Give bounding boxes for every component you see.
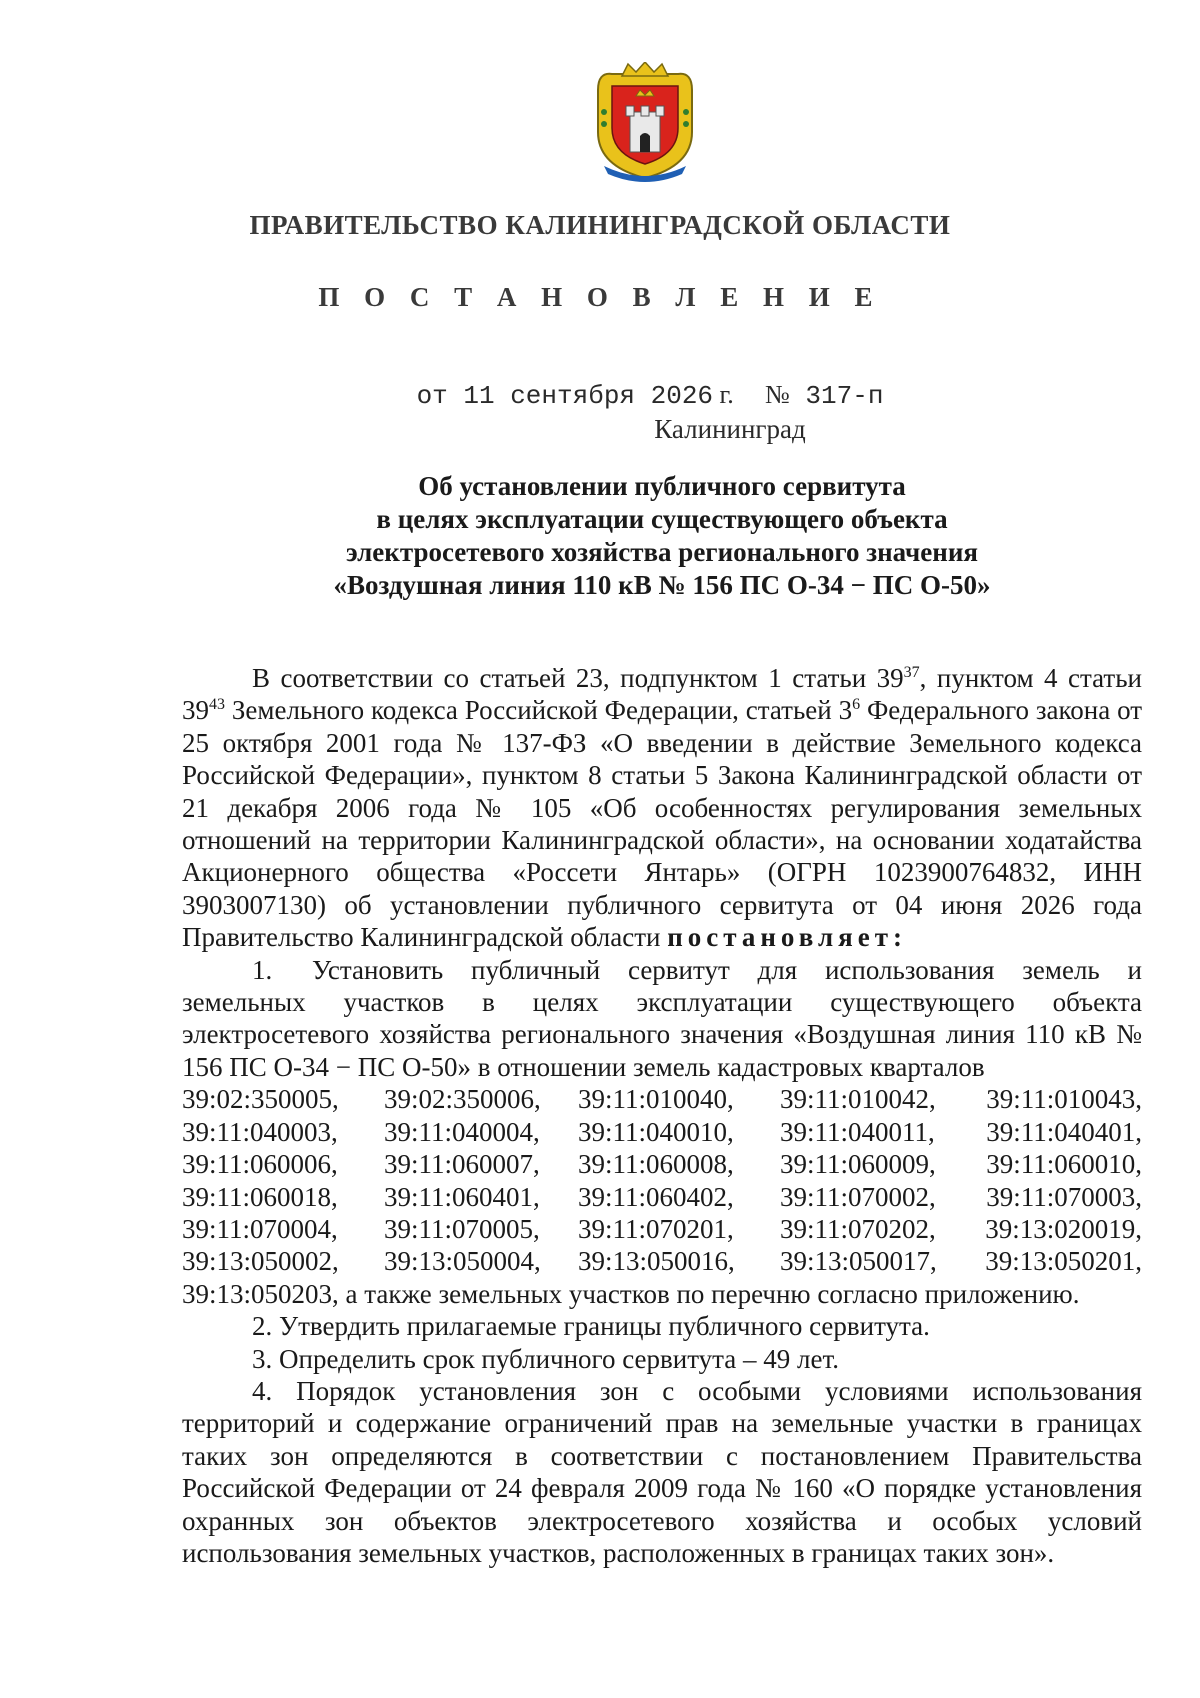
cadastral-quarter: 39:11:040010, [578, 1116, 734, 1147]
cadastral-quarter: 39:11:010040, [578, 1084, 734, 1115]
superscript: 6 [852, 696, 861, 714]
cadastral-quarter: 39:11:040003, [182, 1116, 338, 1147]
kaliningrad-coat-of-arms-icon [590, 62, 700, 182]
superscript: 37 [903, 664, 920, 681]
document-body [182, 662, 1142, 1569]
item-1-tail: 39:13:050203, а также земельных участков по перечню согласно приложению. [182, 1278, 1080, 1309]
cadastral-quarter: 39:13:050004, [384, 1246, 541, 1277]
item-1-paragraph [182, 954, 1142, 1084]
cadastral-quarter: 39:11:060009, [780, 1149, 936, 1180]
cadastral-quarter: 39:11:060402, [578, 1181, 734, 1212]
preamble-text: В соответствии со статьей 23, подпунктом 1 статьи 39 [252, 663, 904, 693]
preamble-text: , пунктом 4 статьи 39 [182, 663, 1142, 726]
cadastral-quarter: 39:11:070201, [578, 1213, 734, 1244]
preamble-text: Земельного кодекса Российской Федерации, статьей 3 [225, 695, 853, 726]
organization-heading: ПРАВИТЕЛЬСТВО КАЛИНИНГРАДСКОЙ ОБЛАСТИ [249, 210, 951, 240]
item-number: 1. [252, 954, 273, 985]
title-line: «Воздушная линия 110 кВ № 156 ПС О-34 − ПС О-50» [333, 570, 991, 600]
cadastral-quarter: 39:11:040004, [384, 1116, 540, 1147]
cadastral-quarter: 39:11:070005, [384, 1213, 540, 1244]
cadastral-quarter: 39:11:060401, [384, 1181, 540, 1212]
preamble-paragraph [182, 662, 1142, 954]
document-type-heading: П О С Т А Н О В Л Е Н И Е [318, 282, 882, 312]
cadastral-quarters-list [182, 1083, 1142, 1277]
cadastral-quarter: 39:13:050017, [780, 1246, 937, 1277]
document-title [150, 470, 1174, 602]
cadastral-quarter: 39:11:070004, [182, 1213, 338, 1244]
cadastral-quarter: 39:11:070002, [780, 1181, 936, 1212]
title-line: в целях эксплуатации существующего объекта [376, 504, 948, 534]
cadastral-quarter: 39:11:060007, [384, 1149, 540, 1180]
title-line: электросетевого хозяйства регионального значения [345, 537, 978, 567]
item-1-text: Установить публичный сервитут для использования земель и земельных участков в целях эксплуатации существующего объекта электросетевого хозяйства регионального значения «Воздушная линия 110 кВ № 156 ПС О-34 − ПС О-50» в отношении земель кадастровых кварталов [182, 954, 1142, 1082]
date-prefix: от [416, 381, 464, 411]
cadastral-quarter: 39:11:040011, [780, 1116, 935, 1147]
cadastral-quarter: 39:11:070003, [986, 1181, 1142, 1212]
preamble-text: Федерального закона от 25 октября 2001 года № 137-ФЗ «О введении в действие Земельного кодекса Российской Федерации», пунктом 8 статьи 5 Закона Калининградской области от 21 декабря 2006 года № 105 «Об особенностях регулирования земельных отношений на территории Калининградской области», на основании ходатайства Акционерного общества «Россети Янтарь» (ОГРН 1023900764832, ИНН 3903007130) об установлении публичного сервитута от 04 июня 2026 года Правительство Калининградской области [182, 695, 1143, 953]
document-date: 11 сентября 2026 [463, 381, 714, 411]
cadastral-quarter: 39:02:350006, [384, 1084, 541, 1115]
cadastral-quarter: 39:11:060006, [182, 1149, 338, 1180]
cadastral-quarter: 39:13:050002, [182, 1246, 339, 1277]
cadastral-quarter: 39:02:350005, [182, 1084, 339, 1115]
cadastral-quarter: 39:13:020019, [985, 1213, 1142, 1244]
cadastral-quarter: 39:11:060010, [986, 1149, 1142, 1180]
number-label: № [764, 380, 790, 409]
cadastral-quarter: 39:11:010042, [780, 1084, 936, 1115]
date-suffix: г. [713, 380, 734, 409]
cadastral-quarter: 39:11:060008, [578, 1149, 734, 1180]
city-line: Калининград [654, 414, 806, 444]
cadastral-quarter: 39:11:010043, [986, 1084, 1142, 1115]
cadastral-quarter: 39:13:050016, [578, 1246, 735, 1277]
item-2-paragraph: 2. Утвердить прилагаемые границы публичного сервитута. [252, 1311, 930, 1342]
date-number-line [300, 380, 1000, 411]
item-3-paragraph: 3. Определить срок публичного сервитута – 49 лет. [252, 1343, 839, 1374]
superscript: 43 [209, 696, 225, 714]
cadastral-quarter: 39:11:040401, [986, 1116, 1142, 1147]
cadastral-quarter: 39:11:070202, [780, 1213, 936, 1244]
cadastral-quarter: 39:13:050201, [985, 1246, 1142, 1277]
title-line: Об установлении публичного сервитута [418, 471, 906, 501]
item-4-paragraph: 4. Порядок установления зон с особыми условиями использования территорий и содержание ограничений прав на земельные участки в границах таких зон определяются в соответствии с постановлением Правительства Российской Федерации от 24 февраля 2009 года № 160 «О порядке установления охранных зон объектов электросетевого хозяйства и особых условий использования земельных участков, расположенных в границах таких зон». [182, 1375, 1142, 1568]
decree-word: постановляет: [667, 922, 907, 953]
cadastral-quarter: 39:11:060018, [182, 1181, 338, 1212]
document-number: 317-п [805, 381, 884, 411]
